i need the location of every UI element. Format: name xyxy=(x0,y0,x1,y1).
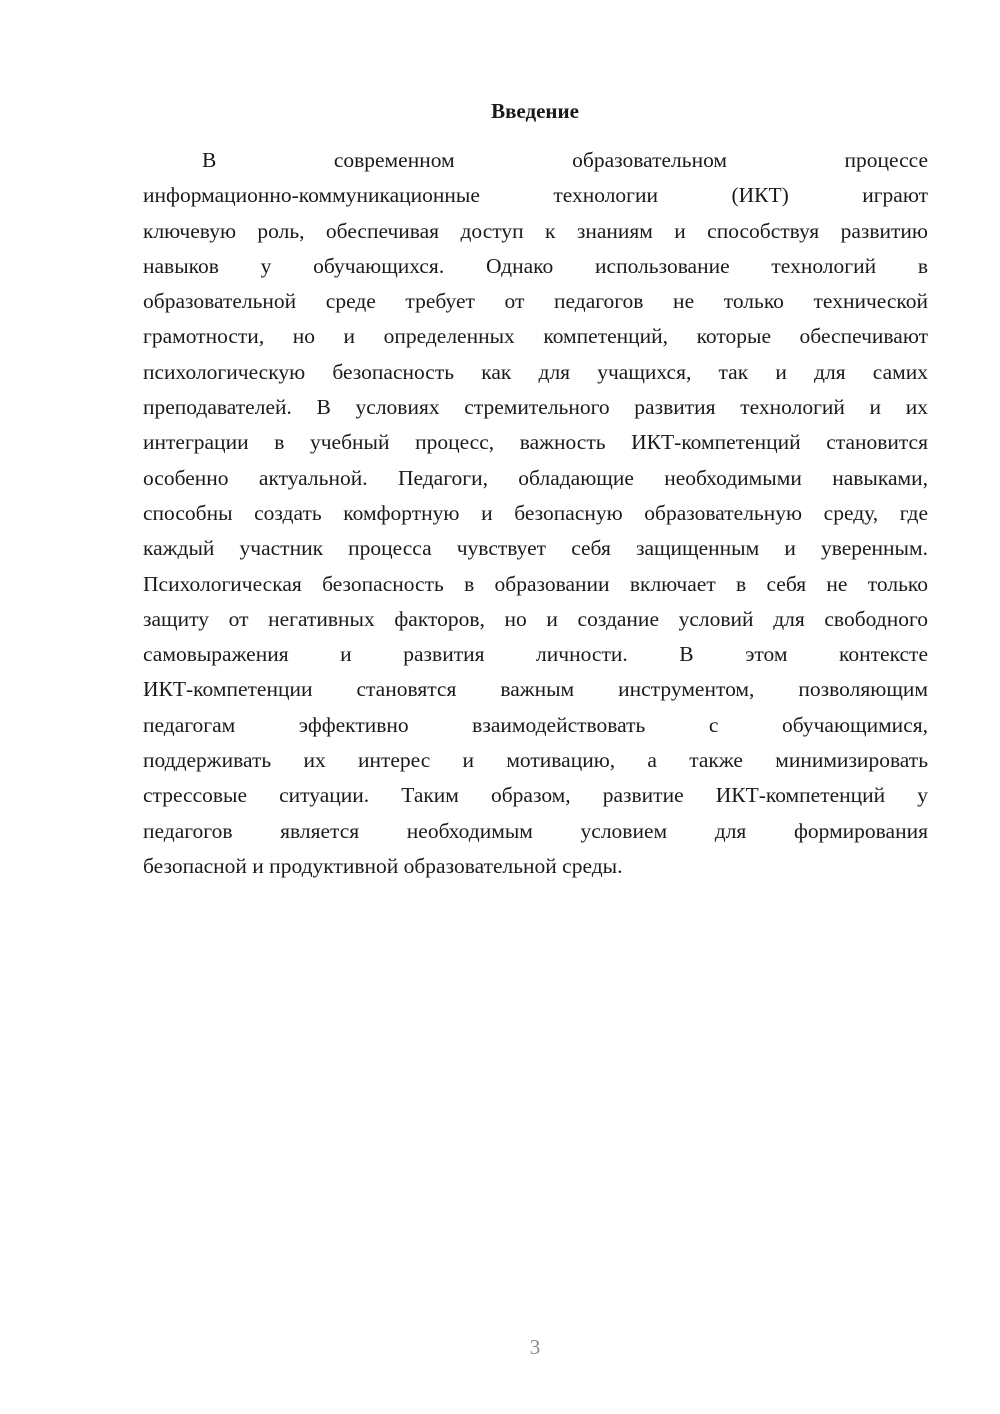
paragraph-line: В современном образовательном процессе xyxy=(202,148,928,172)
paragraph-line: ключевую роль, обеспечивая доступ к знаниям и способствуя развитию xyxy=(143,218,928,243)
paragraph-line: грамотности, но и определенных компетенций, которые обеспечивают xyxy=(143,324,928,349)
paragraph-line: навыков у обучающихся. Однако использование технологий в xyxy=(143,253,928,278)
body-paragraph xyxy=(143,143,928,884)
paragraph-line: каждый участник процесса чувствует себя защищенным и уверенным. xyxy=(143,536,928,561)
paragraph-line: педагогам эффективно взаимодействовать с обучающимися, xyxy=(143,712,928,737)
paragraph-line: Психологическая безопасность в образовании включает в себя не только xyxy=(143,571,928,596)
paragraph-line: информационно-коммуникационные технологии (ИКТ) играют xyxy=(143,183,928,208)
page-number: 3 xyxy=(529,1335,541,1359)
paragraph-line: психологическую безопасность как для учащихся, так и для самих xyxy=(143,359,928,384)
paragraph-line: образовательной среде требует от педагогов не только технической xyxy=(143,289,928,314)
paragraph-line: интеграции в учебный процесс, важность ИКТ-компетенций становится xyxy=(143,430,928,455)
paragraph-line: защиту от негативных факторов, но и создание условий для свободного xyxy=(143,606,928,631)
paragraph-line: педагогов является необходимым условием для формирования xyxy=(143,818,928,843)
paragraph-line: способны создать комфортную и безопасную образовательную среду, где xyxy=(143,500,928,525)
paragraph-line: особенно актуальной. Педагоги, обладающие необходимыми навыками, xyxy=(143,465,928,490)
paragraph-line: поддерживать их интерес и мотивацию, а также минимизировать xyxy=(143,748,928,773)
paragraph-line: преподавателей. В условиях стремительного развития технологий и их xyxy=(143,395,928,420)
paragraph-line: стрессовые ситуации. Таким образом, развитие ИКТ-компетенций у xyxy=(143,783,928,808)
paragraph-line: самовыражения и развития личности. В этом контексте xyxy=(143,642,928,667)
page-heading: Введение xyxy=(491,99,579,123)
paragraph-line: безопасной и продуктивной образовательной среды. xyxy=(143,853,623,878)
paragraph-line: ИКТ-компетенции становятся важным инструментом, позволяющим xyxy=(143,677,928,702)
